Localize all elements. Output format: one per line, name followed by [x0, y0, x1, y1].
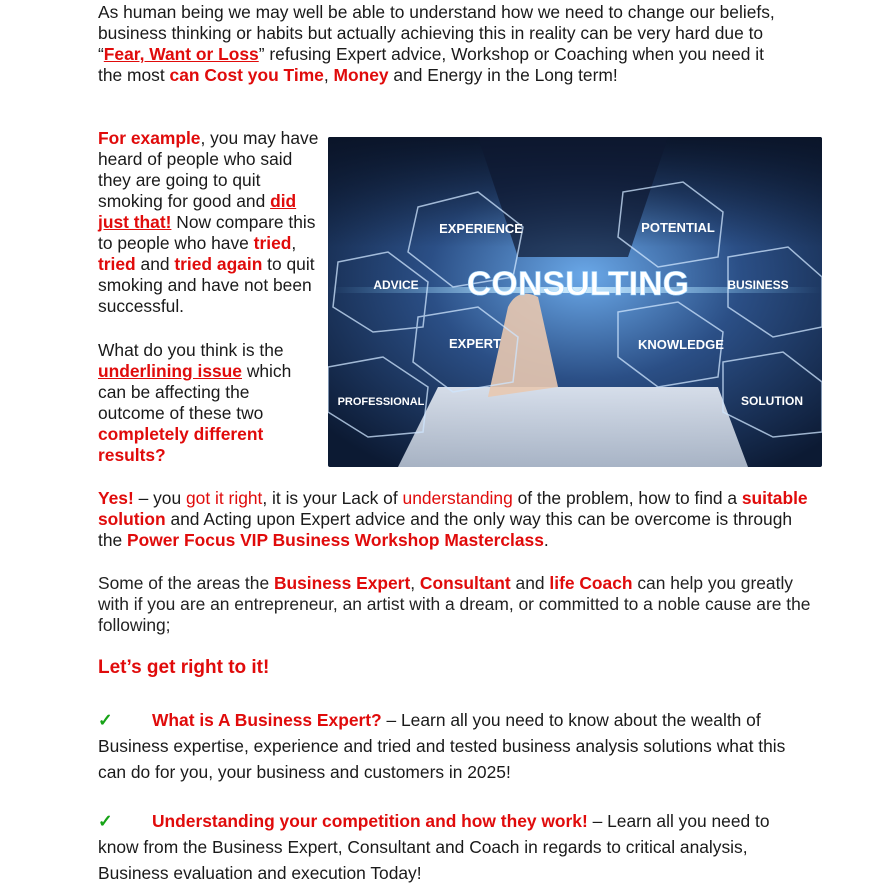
highlight-text: For example — [98, 128, 201, 148]
label-business: BUSINESS — [727, 278, 789, 292]
text-span: , it is your Lack of — [262, 488, 403, 508]
text-span: and — [510, 573, 550, 593]
bullet-text: – Learn all you need to know about the wealth of Business expertise, experience and tried and tested business analysis solutions what this can do for you, your business and customers in 2025! — [98, 710, 786, 782]
label-advice: ADVICE — [373, 278, 419, 292]
highlight-text: tried again — [174, 254, 263, 274]
label-experience: EXPERIENCE — [439, 221, 523, 236]
masterclass-link[interactable]: Power Focus VIP Business Workshop Masterclass — [127, 530, 544, 550]
checkmark-icon: ✓ — [98, 811, 113, 831]
text-span: – you — [133, 488, 186, 508]
highlight-text: tried — [253, 233, 292, 253]
bullet-title: Understanding your competition and how they work! — [152, 811, 588, 831]
fear-want-loss-link[interactable]: Fear, Want or Loss — [103, 44, 259, 64]
did-just-that-link[interactable]: did just that! — [98, 191, 297, 232]
highlight-text: Consultant — [419, 573, 511, 593]
highlight-text: life Coach — [549, 573, 633, 593]
text-span: and Acting upon Expert advice and the only way this can be overcome is through the — [98, 509, 793, 550]
example-paragraph — [98, 128, 320, 317]
intro-paragraph — [98, 2, 788, 86]
question-paragraph — [98, 340, 320, 466]
text-span: and Energy in the Long term! — [388, 65, 618, 85]
highlight-text: Business Expert — [273, 573, 411, 593]
label-professional: PROFESSIONAL — [337, 396, 425, 408]
highlight-text: got it right — [186, 488, 263, 508]
checkmark-icon: ✓ — [98, 710, 113, 730]
text-span: ” refusing Expert advice, Workshop or Coaching when you need it the most — [98, 44, 764, 85]
label-knowledge: KNOWLEDGE — [638, 337, 724, 352]
highlight-text: understanding — [402, 488, 513, 508]
tablet — [398, 387, 748, 467]
text-span: , — [323, 65, 334, 85]
text-span: , — [291, 233, 297, 253]
text-span: Some of the areas the — [98, 573, 274, 593]
text-span: to quit smoking and have not been successful. — [98, 254, 315, 316]
text-span: of the problem, how to find a — [512, 488, 742, 508]
text-span: and — [135, 254, 175, 274]
text-span: , — [410, 573, 420, 593]
highlight-text: Yes! — [98, 488, 134, 508]
text-span: can help you greatly with if you are an entrepreneur, an artist with a dream, or committed to a noble cause are the following; — [98, 573, 811, 635]
bullet-item — [98, 707, 788, 785]
bullet-item — [98, 808, 788, 886]
highlight-text: suitable solution — [98, 488, 808, 529]
highlight-text: Money — [333, 65, 389, 85]
answer-paragraph — [98, 488, 818, 551]
text-span: As human being we may well be able to understand how we need to change our beliefs, business thinking or habits but actually achieving this in reality can be very hard due to “ — [98, 2, 775, 64]
bullet-text: – Learn all you need to know from the Business Expert, Consultant and Coach in regards to critical analysis, Business evaluation and execution Today! — [98, 811, 770, 883]
consulting-hero-image — [328, 137, 822, 467]
bullet-title: What is A Business Expert? — [152, 710, 382, 730]
label-potential: POTENTIAL — [641, 220, 715, 235]
consulting-illustration — [328, 137, 822, 467]
text-span: , you may have heard of people who said they are going to quit smoking for good and — [98, 128, 319, 211]
highlight-text: completely different results? — [98, 424, 264, 465]
consulting-title: CONSULTING — [466, 265, 690, 303]
underlining-issue-link[interactable]: underlining issue — [98, 361, 242, 381]
text-span: Now compare this to people who have — [98, 212, 316, 253]
label-solution: SOLUTION — [741, 394, 803, 408]
text-span: which can be affecting the outcome of these two — [98, 361, 292, 423]
text-span: What do you think is the — [98, 340, 284, 360]
label-expert: EXPERT — [448, 336, 502, 351]
text-span: . — [543, 530, 549, 550]
highlight-text: tried — [98, 254, 136, 274]
highlight-text: can Cost you Time — [169, 65, 324, 85]
section-heading: Let’s get right to it! — [98, 657, 270, 678]
areas-paragraph — [98, 573, 818, 636]
